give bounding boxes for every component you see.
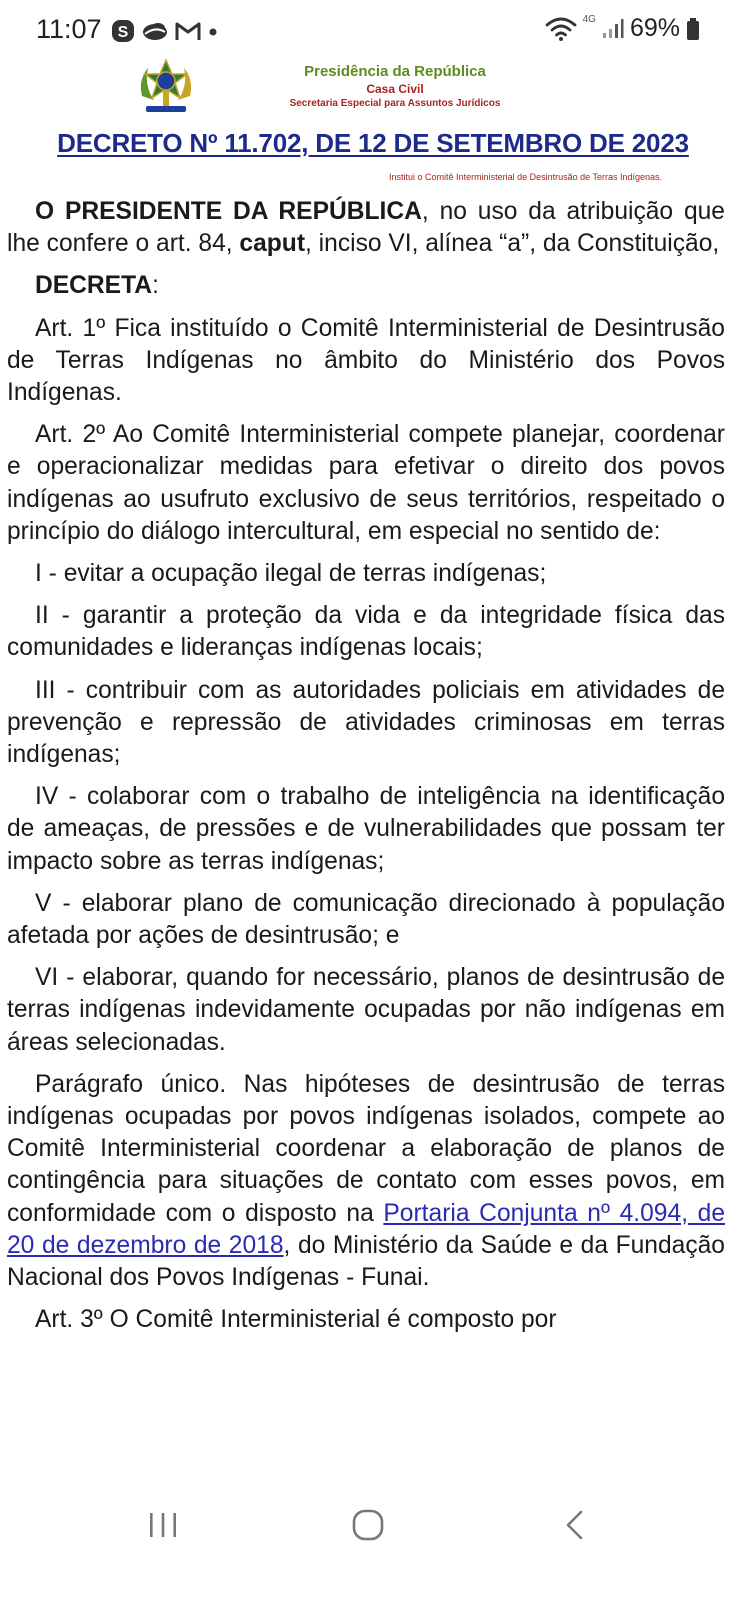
- signal-icon: [602, 18, 624, 40]
- paragrafo-text-2: , do Ministério da Saúde e da Fundação Nacional dos Povos Indígenas - Funai.: [7, 1231, 725, 1292]
- article-2: Art. 2º Ao Comitê Interministerial compete planejar, coordenar e operacionalizar medidas para efetivar o direito dos povos indígenas ao usufruto exclusivo de seus territórios, respeitado o princípio do diálogo intercultural, em especial no sentido de:: [7, 421, 725, 545]
- inciso-ii: II - garantir a proteção da vida e da integridade física das comunidades e lideranças indígenas locais;: [7, 602, 725, 662]
- office-subtitle: Casa Civil: [366, 82, 424, 96]
- decreta-bold: DECRETA: [35, 272, 153, 300]
- preamble-text-2: , inciso VI, alínea “a”, da Constituição,: [305, 230, 720, 258]
- status-bar: [0, 0, 746, 64]
- wifi-icon: [545, 16, 577, 42]
- decreta-colon: :: [152, 272, 159, 300]
- article-3: Art. 3º O Comitê Interministerial é composto por: [35, 1306, 557, 1334]
- coat-of-arms-icon: [134, 56, 198, 120]
- navigation-bar: [0, 1494, 746, 1600]
- office-secretariat: Secretaria Especial para Assuntos Jurídicos: [289, 98, 501, 109]
- decree-summary: Institui o Comitê Interministerial de Desintrusão de Terras Indígenas.: [389, 172, 662, 182]
- recents-icon[interactable]: [146, 1508, 180, 1542]
- portaria-link[interactable]: Portaria Conjunta nº 4.094, de 20 de dezembro de 2018: [7, 1199, 725, 1259]
- more-notifications-dot-icon: [207, 20, 219, 42]
- office-title: Presidência da República: [304, 63, 486, 80]
- status-time: 11:07: [36, 14, 102, 44]
- inciso-v: V - elaborar plano de comunicação direcionado à população afetada por ações de desintrusão; e: [7, 889, 725, 950]
- gmail-icon: [175, 20, 201, 42]
- decree-body: [7, 196, 725, 1347]
- decreta: [7, 270, 725, 302]
- inciso-iv: IV - colaborar com o trabalho de inteligência na identificação de ameaças, de pressões e de vulnerabilidades que possam ter impacto sobre as terras indígenas;: [7, 783, 725, 875]
- preamble: [7, 196, 725, 260]
- article-1: Art. 1º Fica instituído o Comitê Interministerial de Desintrusão de Terras Indígenas no âmbito do Ministério dos Povos Indígenas.: [7, 314, 725, 407]
- paragrafo-text-1: Parágrafo único. Nas hipóteses de desintrusão de terras indígenas ocupadas por povos indígenas isolados, compete ao Comitê Interministerial coordenar a elaboração de planos de contingência para situações de contato com esses povos, em conformidade com o disposto na: [7, 1070, 725, 1227]
- preamble-bold: O PRESIDENTE DA REPÚBLICA: [35, 198, 422, 225]
- system-status: [545, 14, 700, 43]
- notification-icons: [111, 19, 219, 43]
- cloud-icon: [141, 20, 169, 42]
- preamble-text-1: , no uso da atribuição que lhe confere o art. 84,: [7, 198, 725, 258]
- inciso-i: I - evitar a ocupação ilegal de terras indígenas;: [35, 560, 547, 588]
- svg-text:S: S: [117, 24, 129, 41]
- battery-icon: [686, 17, 700, 41]
- inciso-iii: III - contribuir com as autoridades policiais em atividades de prevenção e repressão de atividades criminosas em terras indígenas;: [7, 676, 725, 769]
- battery-percent: 69%: [629, 14, 680, 42]
- samsung-s-icon: [111, 19, 135, 43]
- home-icon[interactable]: [351, 1508, 385, 1542]
- preamble-caput: caput: [239, 230, 306, 258]
- paragrafo-unico: [7, 1069, 725, 1294]
- back-icon[interactable]: [560, 1508, 590, 1542]
- government-header: [240, 62, 550, 111]
- network-type-label: 4G: [582, 14, 596, 25]
- inciso-vi: VI - elaborar, quando for necessário, planos de desintrusão de terras indígenas indevidamente ocupadas por não indígenas em áreas selecionadas.: [7, 964, 725, 1056]
- decree-title[interactable]: DECRETO Nº 11.702, DE 12 DE SETEMBRO DE 2023: [57, 128, 689, 158]
